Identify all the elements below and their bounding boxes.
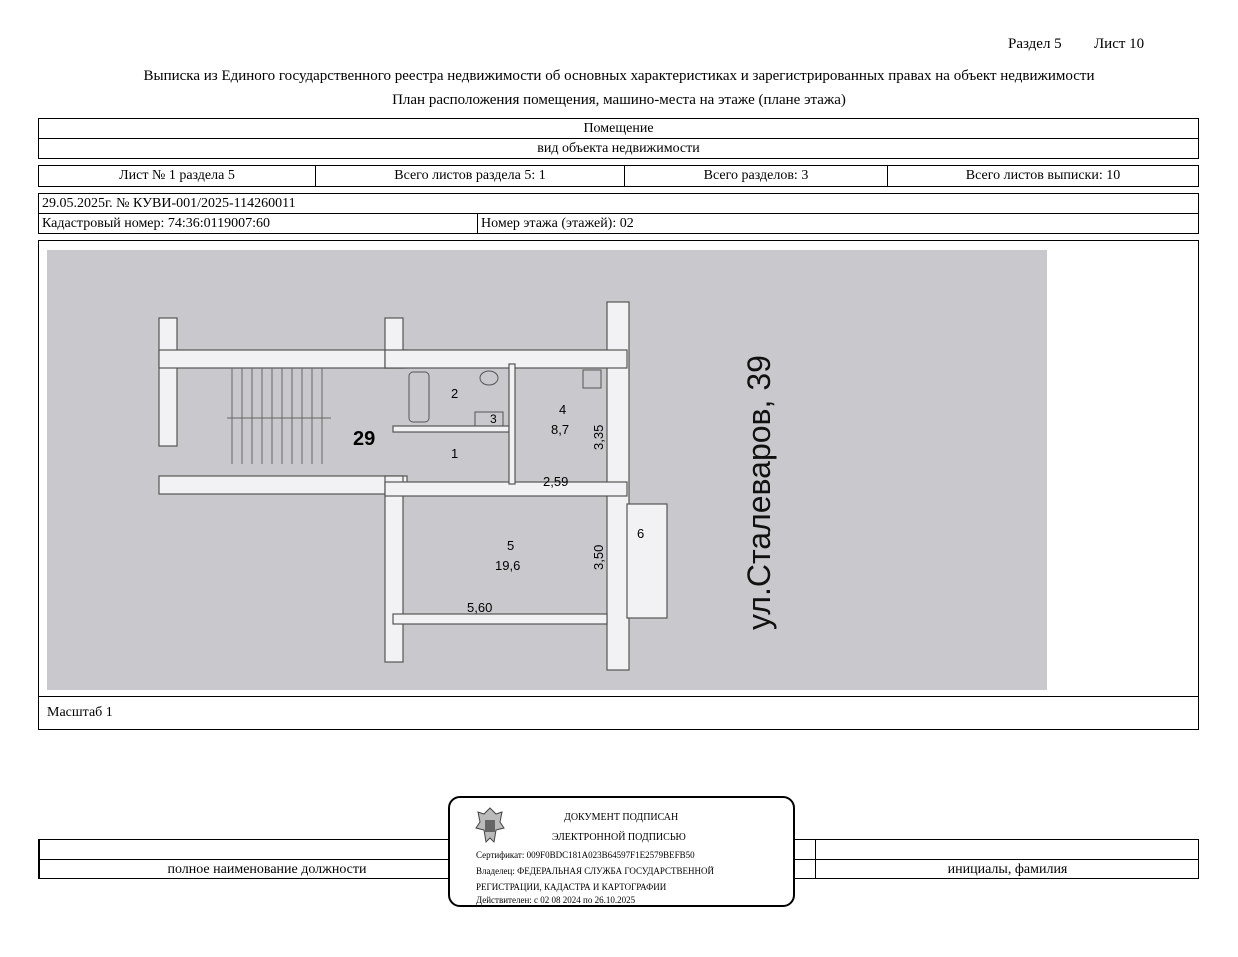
coat-of-arms-icon — [472, 804, 508, 848]
object-kind-row — [38, 138, 1199, 159]
dimension-2-59: 2,59 — [543, 474, 569, 489]
date-number-row — [38, 193, 1199, 214]
object-name-row — [38, 118, 1199, 139]
position-label: полное наименование должности — [167, 862, 367, 877]
street-name: ул.Сталеваров — [741, 408, 777, 630]
name-label: инициалы, фамилия — [947, 862, 1068, 877]
room-4-area: 8,7 — [551, 422, 570, 437]
stamp-owner-line2: РЕГИСТРАЦИИ, КАДАСТРА И КАРТОГРАФИИ — [476, 882, 667, 892]
total-sections: Всего разделов: 3 — [703, 168, 809, 183]
room-3-number: 3 — [490, 412, 497, 426]
total-section-sheets: Всего листов раздела 5: 1 — [394, 168, 546, 183]
room-5-number: 5 — [507, 538, 515, 553]
sheets-row — [38, 165, 1199, 187]
dimension-3-35: 3,35 — [591, 424, 606, 450]
floor-plan-drawing — [47, 250, 1047, 690]
room-5-area: 19,6 — [495, 558, 521, 573]
e-signature-stamp — [448, 796, 795, 907]
floor-plan-frame — [38, 240, 1199, 730]
floor-number: Номер этажа (этажей): 02 — [481, 215, 634, 231]
document-title: Выписка из Единого государственного реестра недвижимости об основных характеристиках и зарегистрированных правах на объект недвижимости — [143, 68, 1095, 84]
room-6-number: 6 — [637, 526, 645, 541]
sheet-number: Лист № 1 раздела 5 — [119, 168, 235, 183]
stamp-validity: Действителен: с 02 08 2024 по 26.10.2025 — [476, 895, 636, 905]
house-number: , 39 — [741, 355, 777, 409]
dimension-3-50: 3,50 — [591, 544, 606, 570]
object-kind-label: вид объекта недвижимости — [537, 140, 700, 156]
floor-plan-image — [47, 250, 1047, 690]
stamp-line2: ЭЛЕКТРОННОЙ ПОДПИСЬЮ — [552, 832, 686, 843]
sheet-label: Лист 10 — [1094, 36, 1145, 52]
date-number: 29.05.2025г. № КУВИ-001/2025-114260011 — [42, 195, 296, 211]
cadastral-number: Кадастровый номер: 74:36:0119007:60 — [42, 215, 271, 231]
scale-label: Масштаб 1 — [39, 696, 1198, 729]
dimension-5-60: 5,60 — [467, 600, 493, 615]
room-4-number: 4 — [559, 402, 567, 417]
object-name: Помещение — [583, 120, 654, 136]
room-1-number: 1 — [451, 446, 459, 461]
cadastral-row — [38, 213, 1199, 234]
apartment-number: 29 — [353, 428, 376, 450]
stamp-owner-line1: Владелец: ФЕДЕРАЛЬНАЯ СЛУЖБА ГОСУДАРСТВЕННОЙ — [476, 866, 715, 876]
stamp-certificate: Сертификат: 009F0BDC181A023B64597F1E2579BEFB50 — [476, 850, 695, 860]
total-extract-sheets: Всего листов выписки: 10 — [965, 168, 1121, 183]
stamp-line1: ДОКУМЕНТ ПОДПИСАН — [564, 812, 679, 823]
room-2-number: 2 — [451, 386, 459, 401]
section-label: Раздел 5 — [1008, 36, 1062, 52]
document-subtitle: План расположения помещения, машино-места на этаже (плане этажа) — [392, 92, 846, 108]
street-label — [741, 355, 778, 630]
